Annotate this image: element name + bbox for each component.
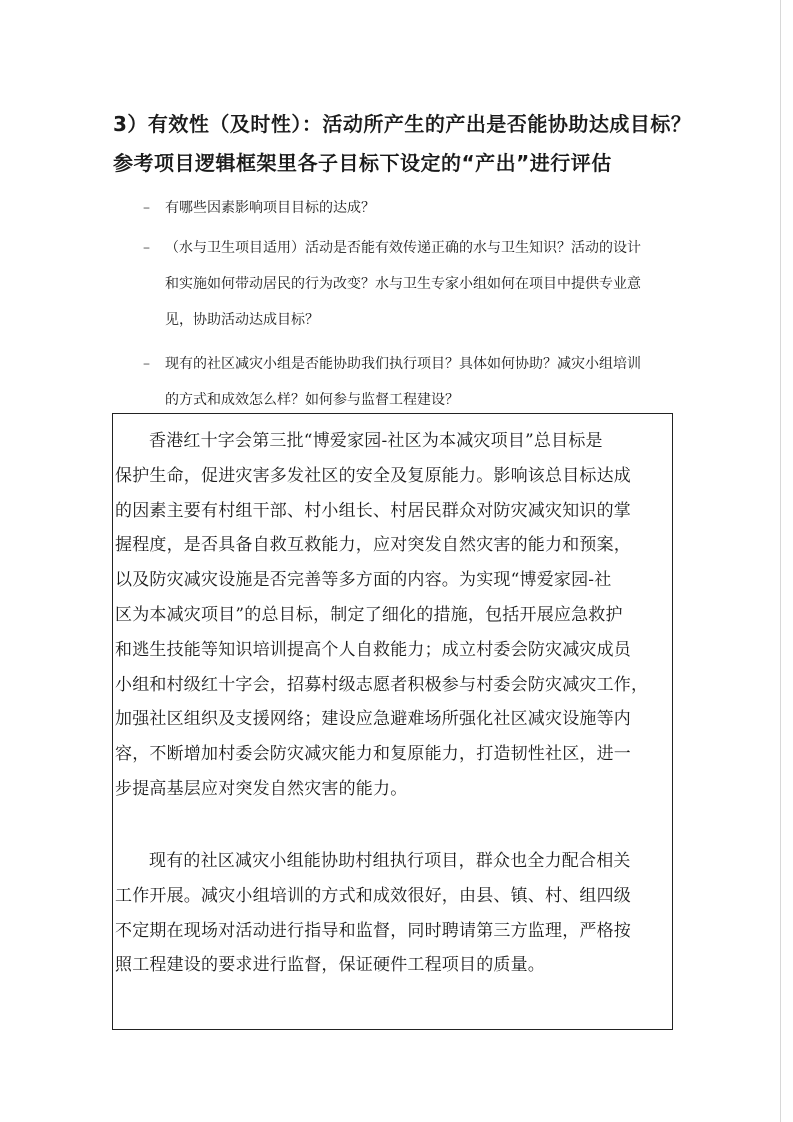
bullet-question-2 xyxy=(113,230,693,338)
paragraph-line: 容，不断增加村委会防灾减灾能力和复原能力，打造韧性社区，进一 xyxy=(115,744,631,765)
answer-paragraph-1 xyxy=(113,424,674,807)
scan-edge-line xyxy=(780,0,781,1122)
section-heading-line-2: 参考项目逻辑框架里各子目标下设定的“产出”进行评估 xyxy=(113,151,612,175)
paragraph-line: 加强社区组织及支援网络；建设应急避难场所强化社区减灾设施等内 xyxy=(115,709,631,730)
bullet-text: 和实施如何带动居民的行为改变？水与卫生专家小组如何在项目中提供专业意 xyxy=(165,276,641,292)
bullet-text: （水与卫生项目适用）活动是否能有效传递正确的水与卫生知识？活动的设计 xyxy=(165,240,641,256)
paragraph-line: 现有的社区减灾小组能协助村组执行项目，群众也全力配合相关 xyxy=(149,851,631,871)
paragraph-line: 小组和村级红十字会，招募村级志愿者积极参与村委会防灾减灾工作， xyxy=(115,674,649,695)
bullet-dash: – xyxy=(143,240,150,256)
paragraph-line: 保护生命，促进灾害多发社区的安全及复原能力。影响该总目标达成 xyxy=(115,465,631,486)
paragraph-line: 工作开展。减灾小组培训的方式和成效很好，由县、镇、村、组四级 xyxy=(115,885,631,906)
bullet-text: 现有的社区减灾小组是否能协助我们执行项目？具体如何协助？减灾小组培训 xyxy=(165,356,641,372)
paragraph-line: 的因素主要有村组干部、村小组长、村居民群众对防灾减灾知识的掌 xyxy=(115,500,631,521)
paragraph-line: 照工程建设的要求进行监督，保证硬件工程项目的质量。 xyxy=(115,955,545,976)
answer-paragraph-2 xyxy=(113,844,674,983)
paragraph-line: 步提高基层应对突发自然灾害的能力。 xyxy=(115,778,408,799)
answer-box xyxy=(112,413,673,1030)
bullet-dash: – xyxy=(143,356,150,372)
paragraph-line: 香港红十字会第三批“博爱家园-社区为本减灾项目”总目标是 xyxy=(149,431,603,451)
bullet-text: 有哪些因素影响项目目标的达成？ xyxy=(165,200,375,216)
bullet-question-1 xyxy=(113,190,693,226)
paragraph-line: 和逃生技能等知识培训提高个人自救能力；成立村委会防灾减灾成员 xyxy=(115,639,631,660)
paragraph-line: 不定期在现场对活动进行指导和监督，同时聘请第三方监理，严格按 xyxy=(115,920,631,941)
bullet-dash: – xyxy=(143,200,150,216)
paragraph-line: 握程度，是否具备自救互救能力，应对突发自然灾害的能力和预案， xyxy=(115,535,631,556)
bullet-text: 的方式和成效怎么样？如何参与监督工程建设？ xyxy=(165,392,459,408)
paragraph-line: 以及防灾减灾设施是否完善等多方面的内容。为实现“博爱家园-社 xyxy=(115,570,612,591)
section-heading-line-1: 3）有效性（及时性）：活动所产生的产出是否能协助达成目标？ xyxy=(113,112,692,136)
paragraph-line: 区为本减灾项目”的总目标，制定了细化的措施，包括开展应急救护 xyxy=(115,604,623,625)
bullet-question-3 xyxy=(113,346,693,418)
bullet-text: 见，协助活动达成目标？ xyxy=(165,312,319,328)
